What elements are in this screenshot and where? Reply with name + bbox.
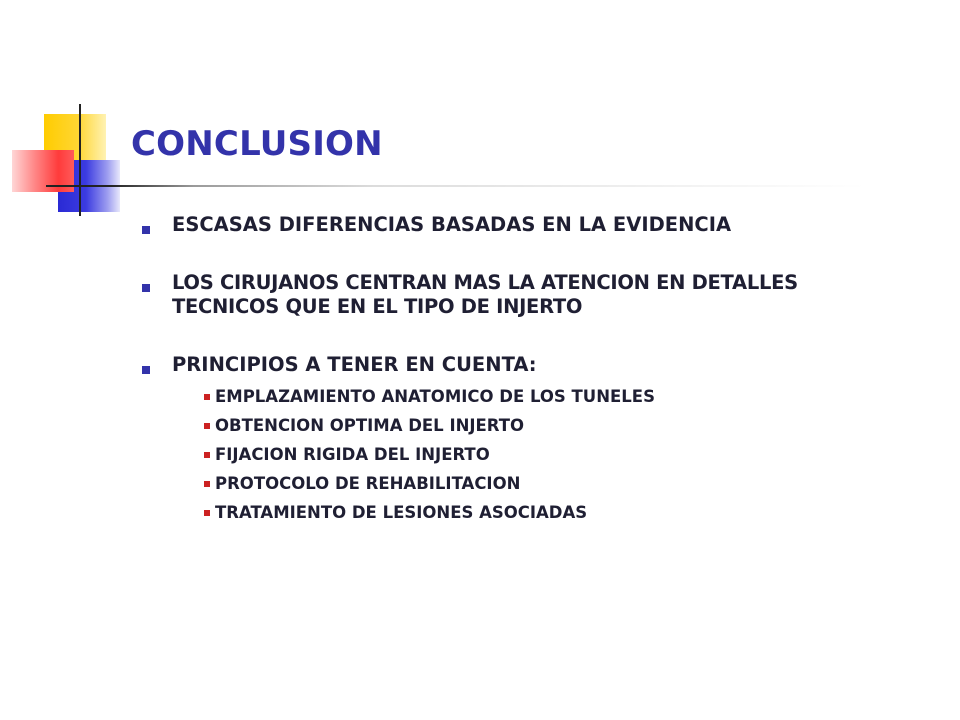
- square-bullet-icon: [142, 226, 150, 234]
- sub-bullet-text: PROTOCOLO DE REHABILITACION: [215, 474, 521, 493]
- bullet-text: ESCASAS DIFERENCIAS BASADAS EN LA EVIDENCIA: [172, 213, 732, 236]
- square-bullet-icon: [142, 284, 150, 292]
- sub-bullet-item: [172, 499, 900, 528]
- title-underline: [46, 185, 866, 187]
- sub-bullet-item: [172, 441, 900, 470]
- bullet-text: LOS CIRUJANOS CENTRAN MAS LA ATENCION EN DETALLES TECNICOS QUE EN EL TIPO DE INJERTO: [172, 271, 798, 318]
- sub-bullet-list: [172, 383, 900, 528]
- sub-bullet-text: TRATAMIENTO DE LESIONES ASOCIADAS: [215, 503, 588, 522]
- small-square-bullet-icon: [204, 452, 210, 458]
- bullet-text: PRINCIPIOS A TENER EN CUENTA:: [172, 353, 537, 376]
- bullet-item: [140, 213, 900, 237]
- deco-vertical-line: [79, 104, 81, 216]
- sub-bullet-text: OBTENCION OPTIMA DEL INJERTO: [215, 416, 525, 435]
- sub-bullet-item: [172, 412, 900, 441]
- bullet-item: [140, 353, 900, 528]
- bullet-list: [140, 213, 900, 528]
- small-square-bullet-icon: [204, 510, 210, 516]
- small-square-bullet-icon: [204, 423, 210, 429]
- slide-title: CONCLUSION: [131, 124, 383, 164]
- sub-bullet-item: [172, 470, 900, 499]
- sub-bullet-item: [172, 383, 900, 412]
- sub-bullet-text: FIJACION RIGIDA DEL INJERTO: [215, 445, 490, 464]
- small-square-bullet-icon: [204, 481, 210, 487]
- bullet-item: [140, 271, 900, 319]
- small-square-bullet-icon: [204, 394, 210, 400]
- sub-bullet-text: EMPLAZAMIENTO ANATOMICO DE LOS TUNELES: [215, 387, 655, 406]
- square-bullet-icon: [142, 366, 150, 374]
